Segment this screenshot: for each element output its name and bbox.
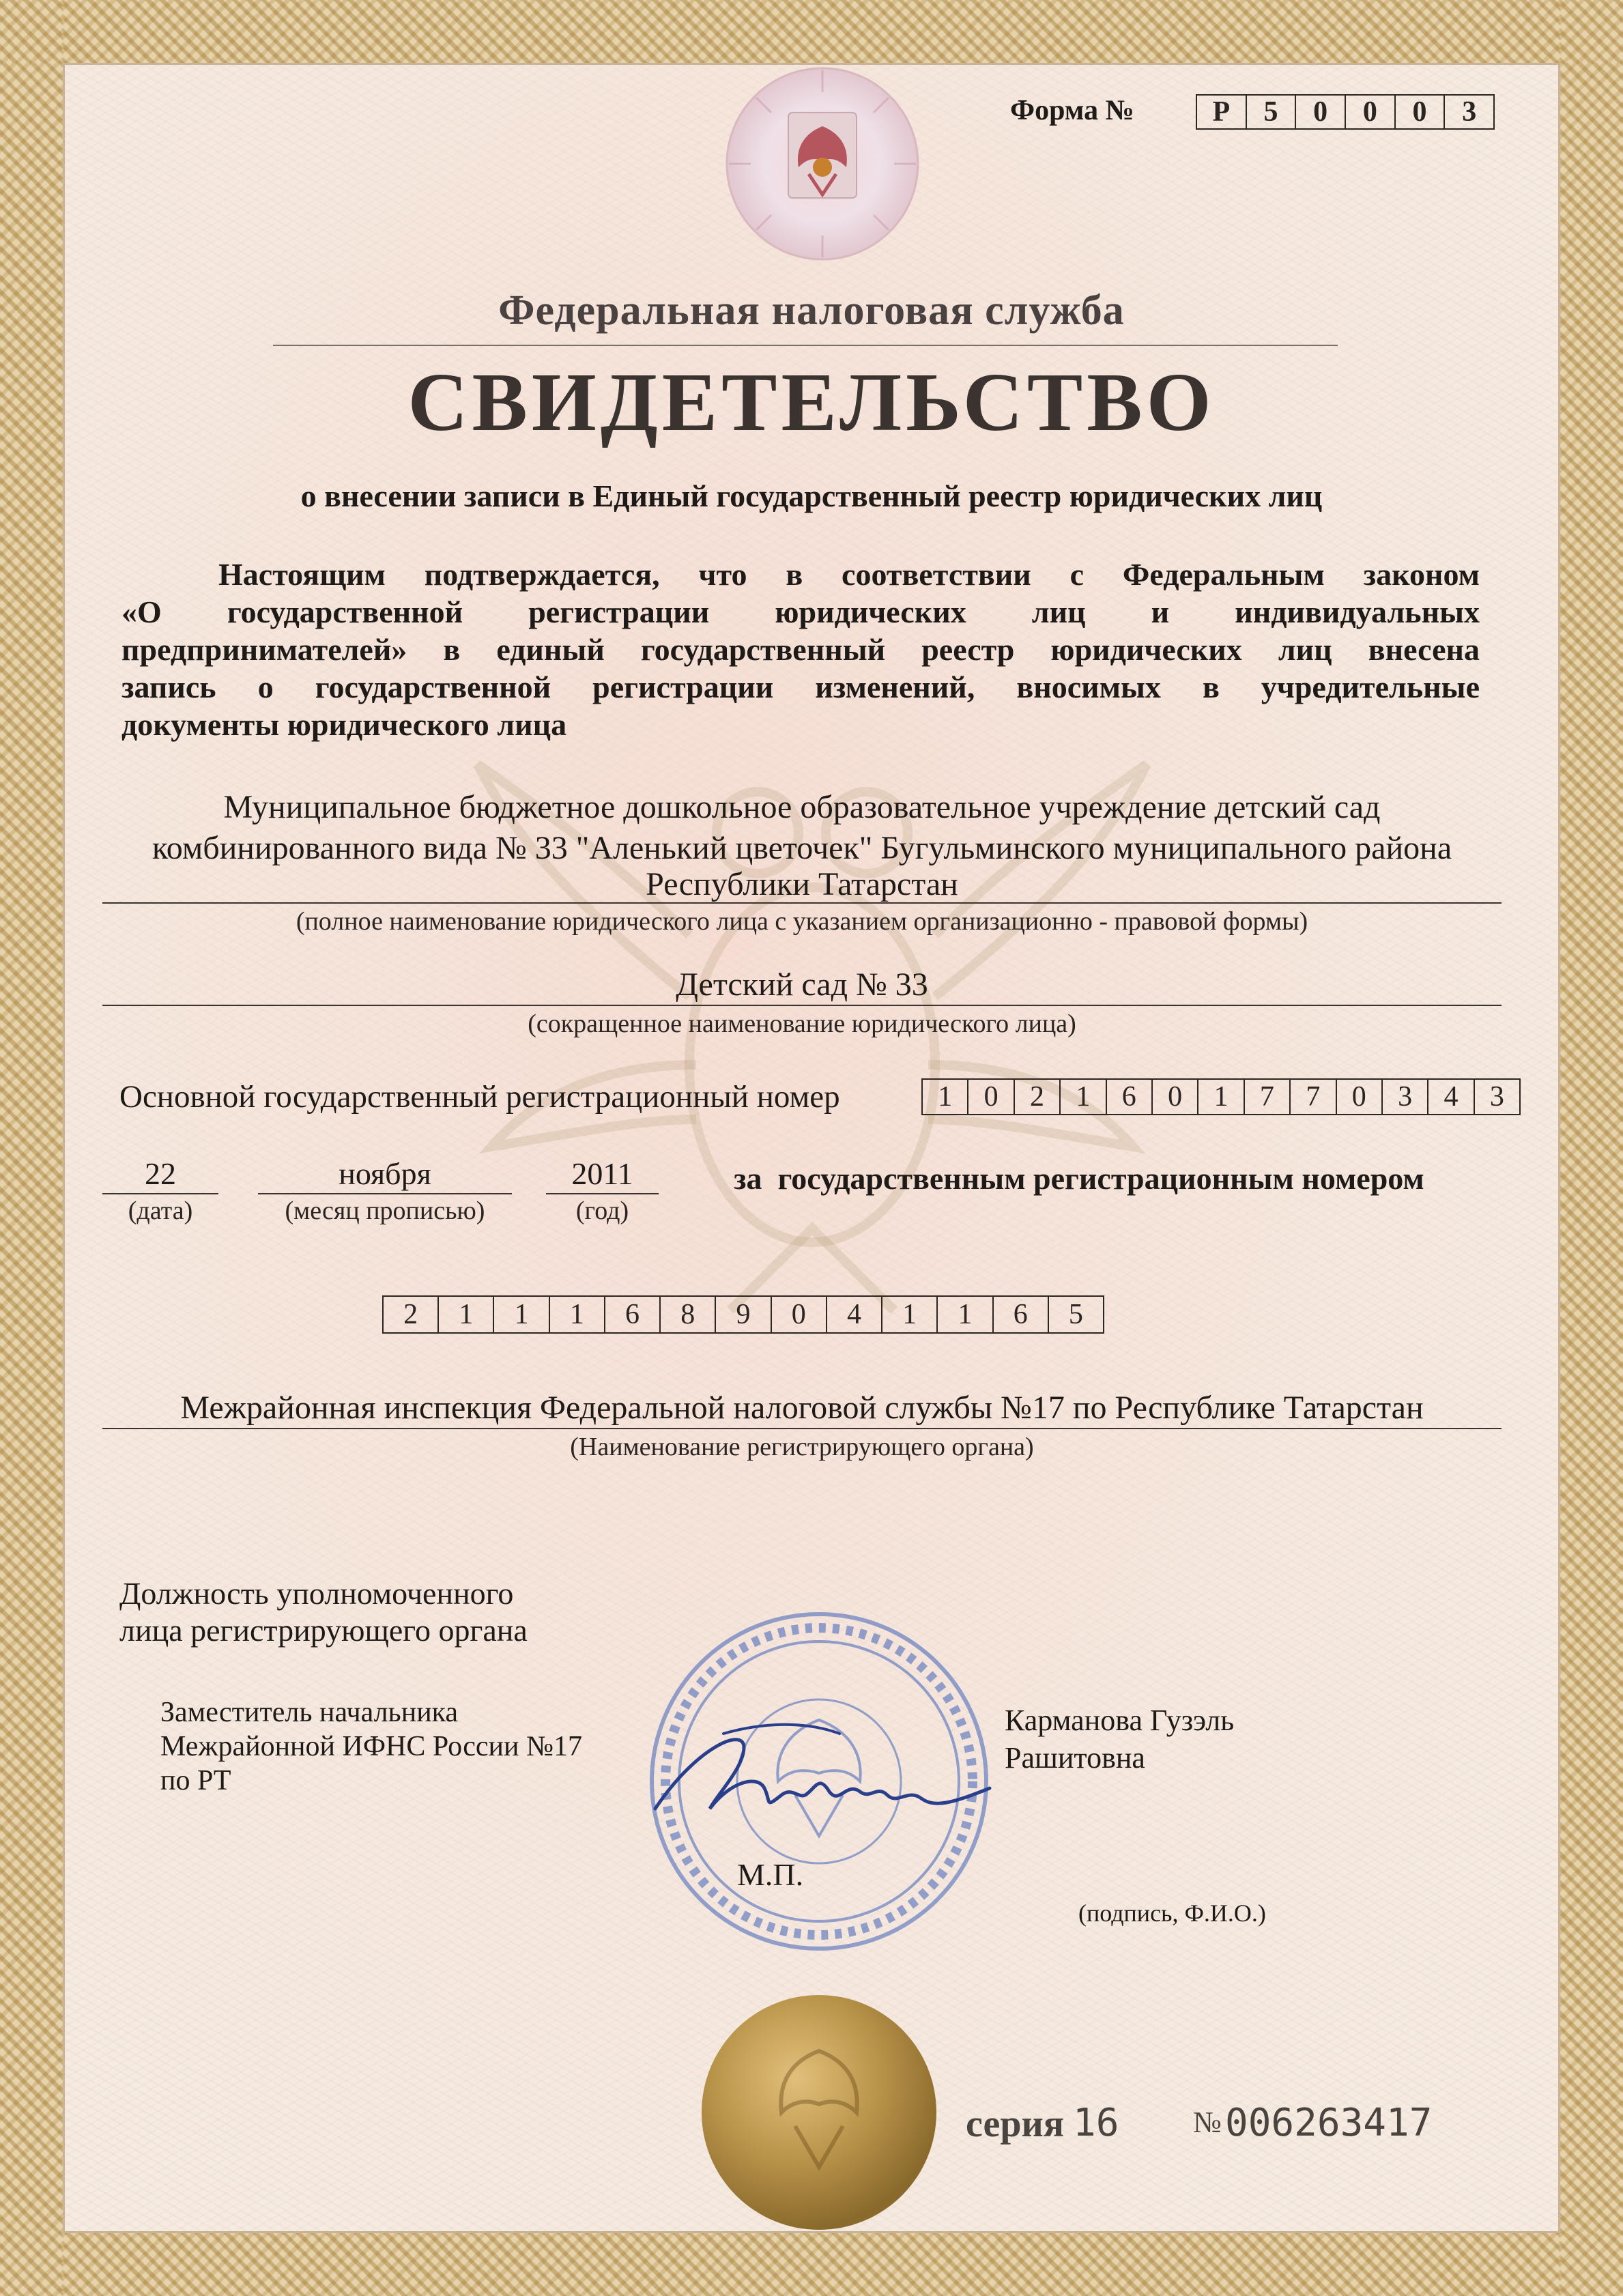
ogrn-cell: 7 bbox=[1291, 1080, 1336, 1114]
grn-cell: 9 bbox=[716, 1297, 771, 1332]
grn-cell: 6 bbox=[605, 1297, 661, 1332]
form-cell: 0 bbox=[1346, 96, 1396, 128]
grn-cell: 6 bbox=[994, 1297, 1049, 1332]
ogrn-cell: 2 bbox=[1015, 1080, 1061, 1114]
short-name-underline bbox=[102, 1005, 1502, 1006]
full-name-underline bbox=[102, 902, 1502, 904]
position-line: по РТ bbox=[160, 1765, 231, 1796]
paragraph-line: «О государственной регистрации юридических лиц и индивидуальных bbox=[121, 594, 1480, 629]
date-suffix: за государственным регистрационным номером bbox=[734, 1161, 1424, 1196]
full-name-caption: (полное наименование юридического лица с указанием организационно - правовой формы) bbox=[296, 907, 1308, 936]
signature-caption: (подпись, Ф.И.О.) bbox=[1078, 1899, 1266, 1927]
emblem-hologram-icon bbox=[723, 65, 921, 263]
short-name: Детский сад № 33 bbox=[676, 966, 928, 1003]
position-line: Межрайонной ИФНС России №17 bbox=[160, 1731, 583, 1762]
ogrn-label: Основной государственный регистрационный номер bbox=[119, 1079, 840, 1115]
date-year: 2011 bbox=[571, 1156, 633, 1191]
form-cell: 0 bbox=[1296, 96, 1346, 128]
form-number-cells bbox=[1196, 94, 1495, 130]
authority-underline bbox=[102, 1428, 1502, 1429]
form-cell: 0 bbox=[1396, 96, 1446, 128]
date-year-caption: (год) bbox=[575, 1196, 629, 1225]
date-day-caption: (дата) bbox=[128, 1196, 193, 1225]
document-title: СВИДЕТЕЛЬСТВО bbox=[407, 356, 1216, 448]
agency-name: Федеральная налоговая служба bbox=[498, 287, 1125, 334]
date-month: ноября bbox=[339, 1156, 431, 1191]
grn-cell: 1 bbox=[550, 1297, 605, 1332]
position-label-line: лица регистрирующего органа bbox=[119, 1613, 528, 1648]
paragraph-line: Настоящим подтверждается, что в соответствии с Федеральным законом bbox=[218, 557, 1480, 592]
agency-underline bbox=[273, 345, 1338, 346]
grn-cell: 0 bbox=[772, 1297, 827, 1332]
ogrn-cell: 0 bbox=[1337, 1080, 1383, 1114]
form-cell: 3 bbox=[1462, 96, 1477, 128]
ogrn-cell: 0 bbox=[1153, 1080, 1198, 1114]
series-label: серия bbox=[966, 2103, 1065, 2145]
form-cell: Р bbox=[1197, 96, 1247, 128]
full-name-line: Муниципальное бюджетное дошкольное образовательное учреждение детский сад bbox=[223, 789, 1381, 825]
ogrn-cell: 3 bbox=[1489, 1081, 1504, 1113]
signer-line: Карманова Гузэль bbox=[1005, 1704, 1235, 1737]
document-subtitle: о внесении записи в Единый государственный реестр юридических лиц bbox=[300, 478, 1323, 513]
ogrn-cell: 3 bbox=[1383, 1080, 1428, 1114]
signature-icon bbox=[635, 1706, 1017, 1843]
paragraph-line: документы юридического лица bbox=[121, 707, 567, 742]
ogrn-cell: 1 bbox=[923, 1080, 968, 1114]
ogrn-cell: 0 bbox=[968, 1080, 1014, 1114]
ogrn-cell: 4 bbox=[1428, 1080, 1474, 1114]
series-value: 16 bbox=[1073, 2101, 1119, 2145]
grn-cell: 8 bbox=[661, 1297, 716, 1332]
paragraph-line: запись о государственной регистрации изменений, вносимых в учредительные bbox=[121, 670, 1480, 704]
authority-caption: (Наименование регистрирующего органа) bbox=[570, 1433, 1034, 1461]
position-line: Заместитель начальника bbox=[160, 1697, 459, 1728]
ogrn-cell: 6 bbox=[1107, 1080, 1153, 1114]
ogrn-cell: 1 bbox=[1061, 1080, 1106, 1114]
series-number: 006263417 bbox=[1225, 2101, 1433, 2145]
grn-cell: 1 bbox=[938, 1297, 993, 1332]
date-day-underline bbox=[102, 1193, 218, 1194]
grn-cell: 1 bbox=[882, 1297, 938, 1332]
form-cell: 5 bbox=[1247, 96, 1297, 128]
grn-cell: 5 bbox=[1068, 1299, 1083, 1330]
stamp-place-label: М.П. bbox=[737, 1857, 804, 1892]
date-month-caption: (месяц прописью) bbox=[285, 1196, 485, 1225]
form-label: Форма № bbox=[1010, 95, 1134, 126]
date-day: 22 bbox=[145, 1156, 176, 1191]
date-month-underline bbox=[258, 1193, 512, 1194]
signer-line: Рашитовна bbox=[1005, 1741, 1145, 1775]
authority-name: Межрайонная инспекция Федеральной налоговой службы №17 по Республике Татарстан bbox=[180, 1390, 1424, 1426]
ogrn-cells bbox=[921, 1078, 1521, 1115]
ogrn-cell: 7 bbox=[1245, 1080, 1291, 1114]
grn-cell: 1 bbox=[494, 1297, 549, 1332]
short-name-caption: (сокращенное наименование юридического лица) bbox=[528, 1009, 1076, 1038]
full-name-line: комбинированного вида № 33 "Аленький цветочек" Бугульминского муниципального района bbox=[152, 830, 1452, 866]
gold-seal-icon bbox=[696, 1990, 942, 2235]
series-number-prefix: № bbox=[1193, 2106, 1222, 2139]
grn-cell: 1 bbox=[439, 1297, 494, 1332]
grn-cell: 2 bbox=[384, 1297, 439, 1332]
full-name-line: Республики Татарстан bbox=[646, 866, 958, 902]
position-label-line: Должность уполномоченного bbox=[119, 1576, 514, 1611]
date-year-underline bbox=[546, 1193, 659, 1194]
grn-cells bbox=[382, 1295, 1104, 1334]
ogrn-cell: 1 bbox=[1198, 1080, 1244, 1114]
grn-cell: 4 bbox=[827, 1297, 882, 1332]
paragraph-line: предпринимателей» в единый государственный реестр юридических лиц внесена bbox=[121, 632, 1480, 667]
